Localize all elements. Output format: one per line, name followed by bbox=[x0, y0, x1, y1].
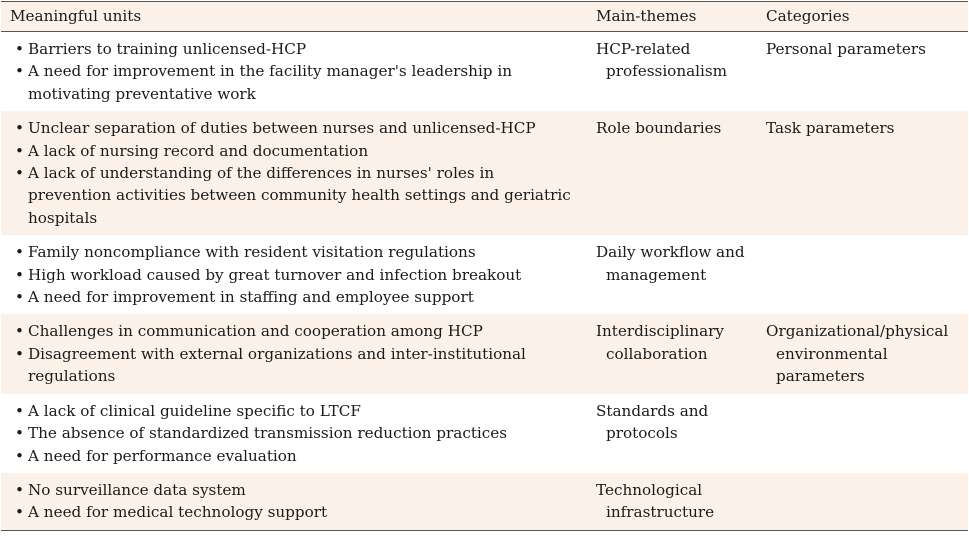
bullet-icon: • bbox=[15, 243, 24, 262]
header-main-themes: Main-themes bbox=[588, 2, 758, 32]
bullet-icon: • bbox=[15, 62, 24, 81]
table-row bbox=[1, 314, 968, 393]
bullet-icon: • bbox=[15, 119, 24, 138]
category-cell bbox=[758, 473, 968, 530]
table-row bbox=[1, 235, 968, 314]
category-cell bbox=[758, 235, 968, 314]
list-item bbox=[10, 400, 582, 422]
unit-text: Unclear separation of duties between nurses and unlicensed-HCP bbox=[28, 119, 536, 138]
bullet-icon: • bbox=[15, 424, 24, 443]
themes-table bbox=[1, 2, 968, 530]
bullet-icon: • bbox=[15, 288, 24, 307]
units-list bbox=[10, 117, 582, 229]
bullet-icon: • bbox=[15, 40, 24, 58]
units-list bbox=[10, 38, 582, 105]
bullet-icon: • bbox=[15, 446, 24, 465]
meaningful-units-cell bbox=[1, 32, 588, 112]
meaningful-units-cell bbox=[1, 111, 588, 235]
table-row bbox=[1, 473, 968, 530]
category-cell bbox=[758, 111, 968, 235]
bullet-icon: • bbox=[15, 322, 24, 341]
unit-text: A need for improvement in staffing and employee support bbox=[28, 288, 474, 307]
category-cell bbox=[758, 32, 968, 112]
list-item bbox=[10, 264, 582, 286]
category-text: Personal parameters bbox=[766, 40, 926, 58]
table-row bbox=[1, 394, 968, 473]
unit-text: A need for performance evaluation bbox=[28, 446, 297, 465]
meaningful-units-cell bbox=[1, 473, 588, 530]
list-item bbox=[10, 320, 582, 342]
unit-text: High workload caused by great turnover and infection breakout bbox=[28, 265, 522, 284]
table-row bbox=[1, 32, 968, 112]
list-item bbox=[10, 140, 582, 162]
list-item bbox=[10, 60, 582, 105]
meaningful-units-cell bbox=[1, 314, 588, 393]
unit-text: Challenges in communication and cooperation among HCP bbox=[28, 322, 483, 341]
unit-text: A need for medical technology support bbox=[28, 503, 328, 522]
list-item bbox=[10, 422, 582, 444]
main-theme-text: Daily workflow and management bbox=[596, 243, 745, 284]
table-row bbox=[1, 111, 968, 235]
category-cell bbox=[758, 314, 968, 393]
unit-text: A need for improvement in the facility manager's leadership in motivating preventative work bbox=[28, 62, 512, 103]
list-item bbox=[10, 343, 582, 388]
unit-text: Barriers to training unlicensed-HCP bbox=[28, 40, 307, 58]
main-theme-cell bbox=[588, 235, 758, 314]
meaningful-units-cell bbox=[1, 235, 588, 314]
main-theme-text: Technological infrastructure bbox=[596, 480, 715, 522]
units-list bbox=[10, 400, 582, 467]
list-item bbox=[10, 445, 582, 467]
list-item bbox=[10, 501, 582, 523]
unit-text: A lack of clinical guideline specific to LTCF bbox=[28, 401, 361, 420]
meaningful-units-cell bbox=[1, 394, 588, 473]
unit-text: Family noncompliance with resident visitation regulations bbox=[28, 243, 476, 262]
bullet-icon: • bbox=[15, 164, 24, 183]
list-item bbox=[10, 479, 582, 501]
list-item bbox=[10, 117, 582, 139]
units-list bbox=[10, 479, 582, 524]
bullet-icon: • bbox=[15, 503, 24, 522]
bullet-icon: • bbox=[15, 401, 24, 420]
category-cell bbox=[758, 394, 968, 473]
list-item bbox=[10, 38, 582, 60]
list-item bbox=[10, 241, 582, 263]
main-theme-cell bbox=[588, 111, 758, 235]
main-theme-cell bbox=[588, 394, 758, 473]
themes-table-container bbox=[1, 1, 968, 531]
unit-text: A lack of nursing record and documentation bbox=[28, 141, 369, 160]
list-item bbox=[10, 162, 582, 229]
units-list bbox=[10, 241, 582, 308]
unit-text: A lack of understanding of the differences in nurses' roles in prevention activities between community health settings and geriatric hospitals bbox=[28, 164, 571, 227]
category-text: Organizational/physical environmental parameters bbox=[766, 322, 949, 386]
category-text: Task parameters bbox=[766, 119, 895, 138]
main-theme-text: Role boundaries bbox=[596, 119, 722, 138]
unit-text: Disagreement with external organizations and inter-institutional regulations bbox=[28, 344, 526, 386]
main-theme-text: HCP-related professionalism bbox=[596, 40, 728, 81]
header-categories: Categories bbox=[758, 2, 968, 32]
unit-text: No surveillance data system bbox=[28, 480, 246, 499]
list-item bbox=[10, 286, 582, 308]
units-list bbox=[10, 320, 582, 387]
bullet-icon: • bbox=[15, 141, 24, 160]
bullet-icon: • bbox=[15, 480, 24, 499]
main-theme-text: Standards and protocols bbox=[596, 401, 709, 443]
bullet-icon: • bbox=[15, 265, 24, 284]
main-theme-text: Interdisciplinary collaboration bbox=[596, 322, 724, 363]
main-theme-cell bbox=[588, 314, 758, 393]
header-row bbox=[1, 2, 968, 32]
main-theme-cell bbox=[588, 32, 758, 112]
main-theme-cell bbox=[588, 473, 758, 530]
bullet-icon: • bbox=[15, 344, 24, 363]
header-meaningful-units: Meaningful units bbox=[1, 2, 588, 32]
unit-text: The absence of standardized transmission reduction practices bbox=[28, 424, 508, 443]
